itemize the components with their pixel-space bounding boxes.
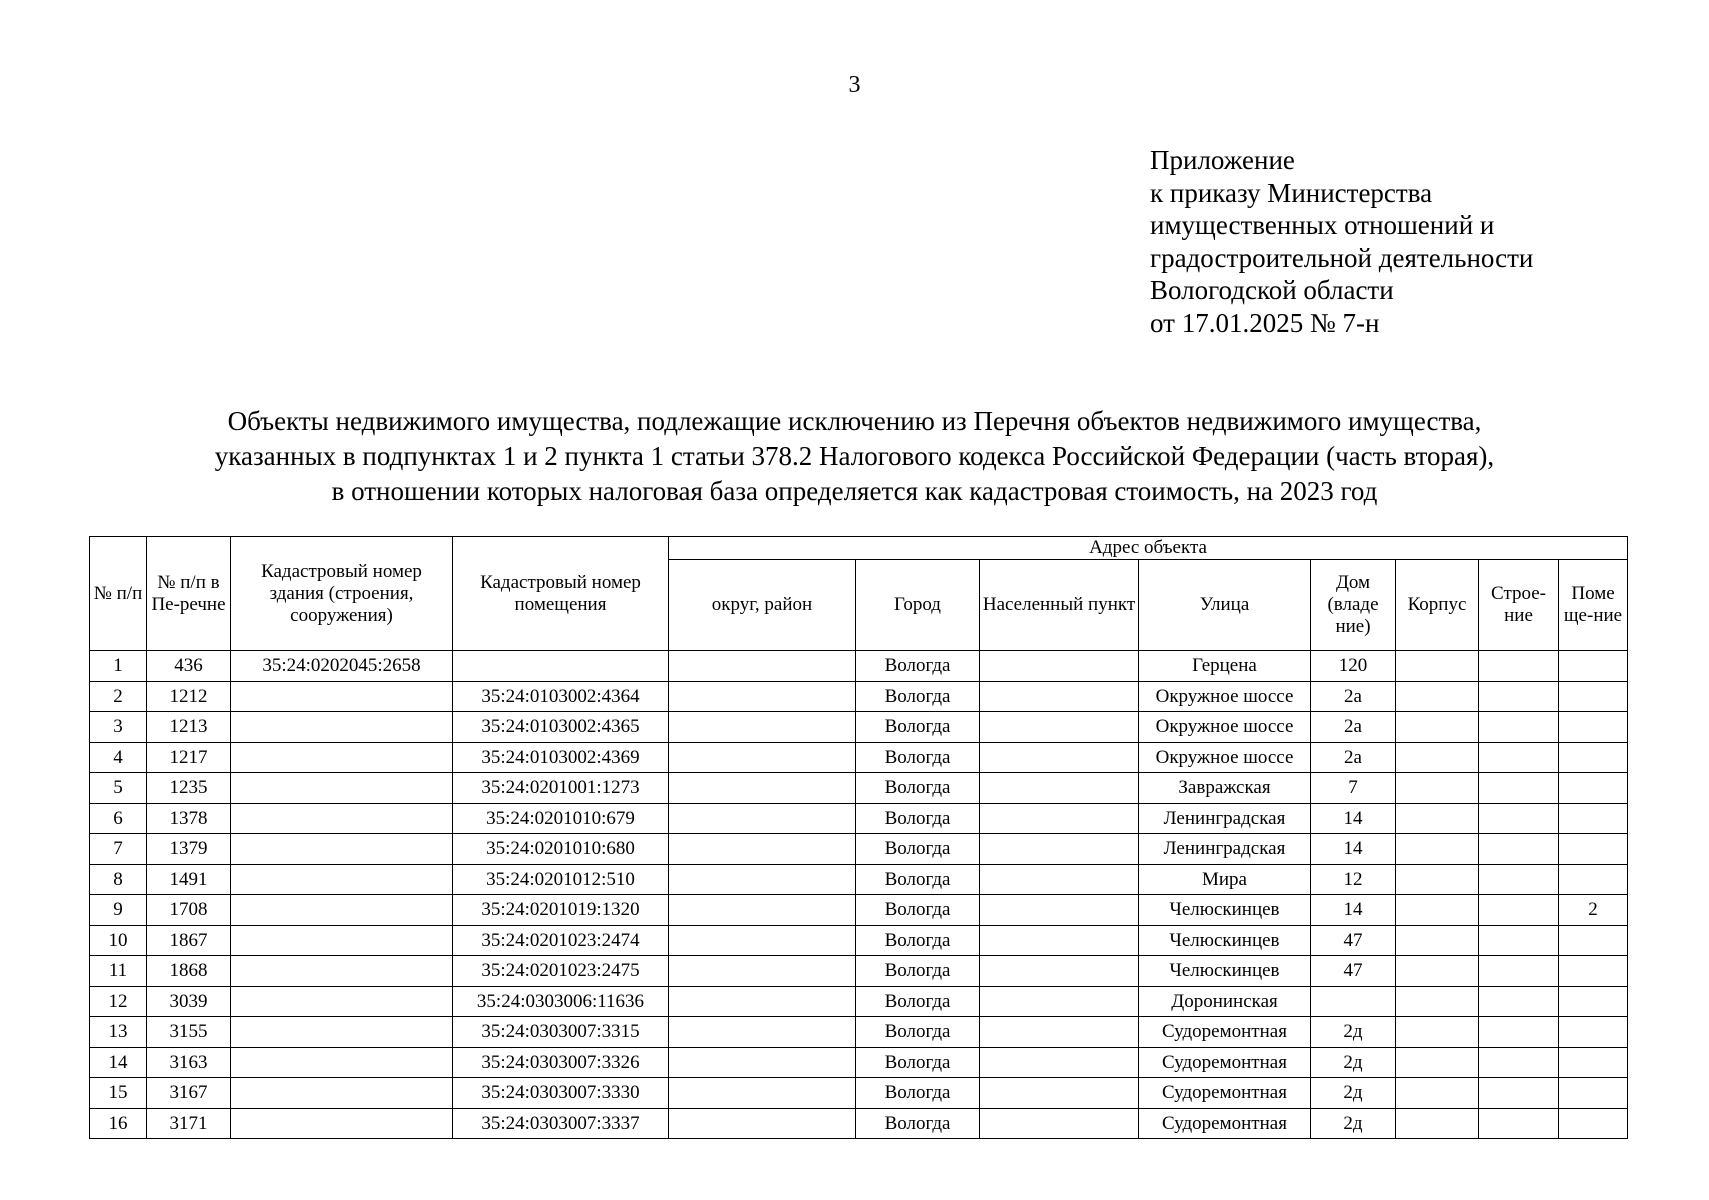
cell-district [669,834,856,865]
cell-num: 9 [90,895,147,926]
cell-room [1559,1078,1628,1109]
cell-house: 2д [1311,1108,1396,1139]
cell-building [1479,712,1559,743]
header-korpus: Корпус [1396,560,1479,651]
cell-street: Окружное шоссе [1139,712,1311,743]
cell-building [1479,895,1559,926]
cell-building-cadastral [231,1017,453,1048]
cell-house: 2а [1311,681,1396,712]
cell-street: Ленинградская [1139,834,1311,865]
cell-num: 14 [90,1047,147,1078]
cell-room [1559,1047,1628,1078]
table-row [90,681,1628,712]
cell-building-cadastral [231,834,453,865]
cell-district [669,864,856,895]
appendix-header [1150,144,1533,339]
cell-district [669,956,856,987]
cell-korpus [1396,1078,1479,1109]
header-list-num: № п/п в Пе-речне [147,537,231,651]
cell-room-cadastral: 35:24:0303007:3330 [453,1078,669,1109]
cell-room-cadastral: 35:24:0201012:510 [453,864,669,895]
title-line: в отношении которых налоговая база определяется как кадастровая стоимость, на 2023 год [331,476,1378,506]
cell-korpus [1396,1047,1479,1078]
cell-district [669,1047,856,1078]
cell-building [1479,925,1559,956]
cell-building-cadastral [231,712,453,743]
cell-house: 120 [1311,651,1396,682]
cell-settlement [980,834,1139,865]
cell-city: Вологда [856,1047,980,1078]
cell-building-cadastral [231,681,453,712]
cell-building [1479,1047,1559,1078]
cell-building [1479,1078,1559,1109]
cell-district [669,803,856,834]
cell-korpus [1396,803,1479,834]
cell-building-cadastral [231,864,453,895]
cell-building [1479,803,1559,834]
cell-city: Вологда [856,651,980,682]
header-settlement: Населенный пункт [980,560,1139,651]
cell-list-num: 1491 [147,864,231,895]
cell-num: 10 [90,925,147,956]
header-room-cadastral: Кадастровый номер помещения [453,537,669,651]
header-address-group: Адрес объекта [669,537,1628,560]
cell-settlement [980,712,1139,743]
cell-city: Вологда [856,986,980,1017]
cell-settlement [980,986,1139,1017]
cell-city: Вологда [856,742,980,773]
table-row [90,651,1628,682]
table-row [90,834,1628,865]
cell-list-num: 3155 [147,1017,231,1048]
cell-room-cadastral [453,651,669,682]
table-row [90,925,1628,956]
table-body [90,651,1628,1139]
appendix-line: от 17.01.2025 № 7-н [1150,307,1380,338]
cell-settlement [980,1047,1139,1078]
cell-building-cadastral [231,895,453,926]
cell-room-cadastral: 35:24:0303007:3326 [453,1047,669,1078]
cell-settlement [980,1108,1139,1139]
cell-building-cadastral [231,773,453,804]
cell-district [669,742,856,773]
cell-district [669,895,856,926]
cell-settlement [980,925,1139,956]
cell-building [1479,742,1559,773]
cell-building [1479,834,1559,865]
cell-street: Мира [1139,864,1311,895]
cell-room-cadastral: 35:24:0103002:4369 [453,742,669,773]
cell-korpus [1396,1108,1479,1139]
appendix-line: Вологодской области [1150,275,1394,305]
document-title [80,404,1629,509]
appendix-line: к приказу Министерства [1150,177,1433,208]
cell-room [1559,986,1628,1017]
cell-house: 2д [1311,1078,1396,1109]
cell-house: 14 [1311,895,1396,926]
cell-city: Вологда [856,1078,980,1109]
cell-city: Вологда [856,956,980,987]
table-row [90,712,1628,743]
cell-num: 8 [90,864,147,895]
cell-korpus [1396,834,1479,865]
cell-num: 11 [90,956,147,987]
cell-settlement [980,803,1139,834]
cell-city: Вологда [856,681,980,712]
cell-building-cadastral [231,803,453,834]
cell-building-cadastral [231,1047,453,1078]
cell-building-cadastral [231,986,453,1017]
cell-num: 1 [90,651,147,682]
cell-settlement [980,1017,1139,1048]
cell-korpus [1396,895,1479,926]
cell-korpus [1396,925,1479,956]
cell-korpus [1396,956,1479,987]
table-row [90,895,1628,926]
cell-room [1559,1017,1628,1048]
cell-settlement [980,681,1139,712]
cell-list-num: 1867 [147,925,231,956]
cell-room-cadastral: 35:24:0103002:4364 [453,681,669,712]
cell-district [669,773,856,804]
cell-house: 2а [1311,742,1396,773]
cell-korpus [1396,864,1479,895]
cell-street: Окружное шоссе [1139,742,1311,773]
cell-room-cadastral: 35:24:0201001:1273 [453,773,669,804]
cell-num: 4 [90,742,147,773]
cell-room-cadastral: 35:24:0201019:1320 [453,895,669,926]
cell-settlement [980,1078,1139,1109]
cell-settlement [980,864,1139,895]
table-row [90,1078,1628,1109]
cell-settlement [980,651,1139,682]
table-row [90,864,1628,895]
cell-room [1559,712,1628,743]
cell-district [669,986,856,1017]
cell-list-num: 3167 [147,1078,231,1109]
cell-list-num: 1212 [147,681,231,712]
cell-house: 2д [1311,1017,1396,1048]
cell-street: Герцена [1139,651,1311,682]
header-building-cadastral: Кадастровый номер здания (строения, сооружения) [231,537,453,651]
cell-num: 7 [90,834,147,865]
table-row [90,1017,1628,1048]
cell-room [1559,773,1628,804]
cell-house [1311,986,1396,1017]
cell-street: Завражская [1139,773,1311,804]
cell-list-num: 1379 [147,834,231,865]
cell-list-num: 3163 [147,1047,231,1078]
cell-room [1559,834,1628,865]
cell-district [669,1017,856,1048]
cell-list-num: 3039 [147,986,231,1017]
cell-city: Вологда [856,1017,980,1048]
cell-room-cadastral: 35:24:0201023:2474 [453,925,669,956]
cell-num: 13 [90,1017,147,1048]
cell-building [1479,864,1559,895]
cell-street: Челюскинцев [1139,956,1311,987]
cell-street: Судоремонтная [1139,1078,1311,1109]
cell-room [1559,925,1628,956]
cell-building [1479,1017,1559,1048]
cell-street: Доронинская [1139,986,1311,1017]
cell-city: Вологда [856,834,980,865]
cell-district [669,651,856,682]
cell-room [1559,956,1628,987]
cell-city: Вологда [856,1108,980,1139]
appendix-line: имущественных отношений и [1150,210,1495,240]
cell-street: Судоремонтная [1139,1108,1311,1139]
cell-list-num: 3171 [147,1108,231,1139]
cell-district [669,1108,856,1139]
cell-building [1479,681,1559,712]
cell-korpus [1396,986,1479,1017]
cell-list-num: 1213 [147,712,231,743]
cell-street: Челюскинцев [1139,925,1311,956]
cell-room [1559,681,1628,712]
cell-city: Вологда [856,803,980,834]
property-table [89,536,1628,1139]
cell-house: 12 [1311,864,1396,895]
cell-street: Судоремонтная [1139,1047,1311,1078]
cell-district [669,1078,856,1109]
cell-korpus [1396,651,1479,682]
cell-list-num: 1217 [147,742,231,773]
header-room: Поме ще-ние [1559,560,1628,651]
header-num: № п/п [90,537,147,651]
cell-room [1559,1108,1628,1139]
cell-room-cadastral: 35:24:0103002:4365 [453,712,669,743]
cell-city: Вологда [856,864,980,895]
appendix-line: Приложение [1150,145,1295,175]
cell-list-num: 1378 [147,803,231,834]
cell-street: Окружное шоссе [1139,681,1311,712]
cell-building [1479,1108,1559,1139]
page-number: 3 [848,72,861,98]
cell-num: 3 [90,712,147,743]
header-district: округ, район [669,560,856,651]
cell-house: 47 [1311,956,1396,987]
cell-room [1559,742,1628,773]
cell-korpus [1396,681,1479,712]
cell-building-cadastral [231,925,453,956]
cell-room-cadastral: 35:24:0201023:2475 [453,956,669,987]
cell-building-cadastral [231,1108,453,1139]
cell-building [1479,651,1559,682]
header-city: Город [856,560,980,651]
cell-city: Вологда [856,895,980,926]
header-street: Улица [1139,560,1311,651]
table-row [90,956,1628,987]
cell-room [1559,803,1628,834]
cell-building [1479,956,1559,987]
cell-street: Судоремонтная [1139,1017,1311,1048]
cell-room-cadastral: 35:24:0303007:3337 [453,1108,669,1139]
cell-num: 2 [90,681,147,712]
cell-list-num: 1868 [147,956,231,987]
cell-list-num: 1708 [147,895,231,926]
cell-num: 16 [90,1108,147,1139]
header-house: Дом (владе ние) [1311,560,1396,651]
cell-korpus [1396,773,1479,804]
cell-house: 14 [1311,803,1396,834]
table-row [90,742,1628,773]
title-line: указанных в подпунктах 1 и 2 пункта 1 статьи 378.2 Налогового кодекса Российской Федерации (часть вторая), [214,441,1495,471]
cell-house: 7 [1311,773,1396,804]
table-row [90,1047,1628,1078]
cell-building [1479,773,1559,804]
cell-building-cadastral [231,1078,453,1109]
cell-room [1559,651,1628,682]
cell-room-cadastral: 35:24:0303007:3315 [453,1017,669,1048]
header-building: Строе-ние [1479,560,1559,651]
cell-house: 2а [1311,712,1396,743]
cell-settlement [980,895,1139,926]
appendix-line: градостроительной деятельности [1150,242,1534,273]
cell-building-cadastral [231,742,453,773]
cell-num: 5 [90,773,147,804]
cell-settlement [980,742,1139,773]
cell-list-num: 436 [147,651,231,682]
cell-room: 2 [1559,895,1628,926]
cell-korpus [1396,1017,1479,1048]
cell-city: Вологда [856,712,980,743]
cell-district [669,681,856,712]
cell-street: Челюскинцев [1139,895,1311,926]
table-row [90,803,1628,834]
table-row [90,773,1628,804]
cell-num: 12 [90,986,147,1017]
cell-korpus [1396,742,1479,773]
cell-building-cadastral [231,956,453,987]
cell-num: 6 [90,803,147,834]
cell-settlement [980,773,1139,804]
cell-room-cadastral: 35:24:0303006:11636 [453,986,669,1017]
cell-street: Ленинградская [1139,803,1311,834]
table-row [90,1108,1628,1139]
cell-settlement [980,956,1139,987]
cell-room [1559,864,1628,895]
cell-house: 2д [1311,1047,1396,1078]
cell-building-cadastral: 35:24:0202045:2658 [231,651,453,682]
cell-building [1479,986,1559,1017]
cell-house: 47 [1311,925,1396,956]
cell-num: 15 [90,1078,147,1109]
cell-district [669,925,856,956]
table-row [90,986,1628,1017]
cell-city: Вологда [856,773,980,804]
cell-list-num: 1235 [147,773,231,804]
cell-room-cadastral: 35:24:0201010:680 [453,834,669,865]
cell-city: Вологда [856,925,980,956]
cell-room-cadastral: 35:24:0201010:679 [453,803,669,834]
cell-korpus [1396,712,1479,743]
cell-district [669,712,856,743]
title-line: Объекты недвижимого имущества, подлежащие исключению из Перечня объектов недвижимого имущества, [227,406,1482,436]
cell-house: 14 [1311,834,1396,865]
